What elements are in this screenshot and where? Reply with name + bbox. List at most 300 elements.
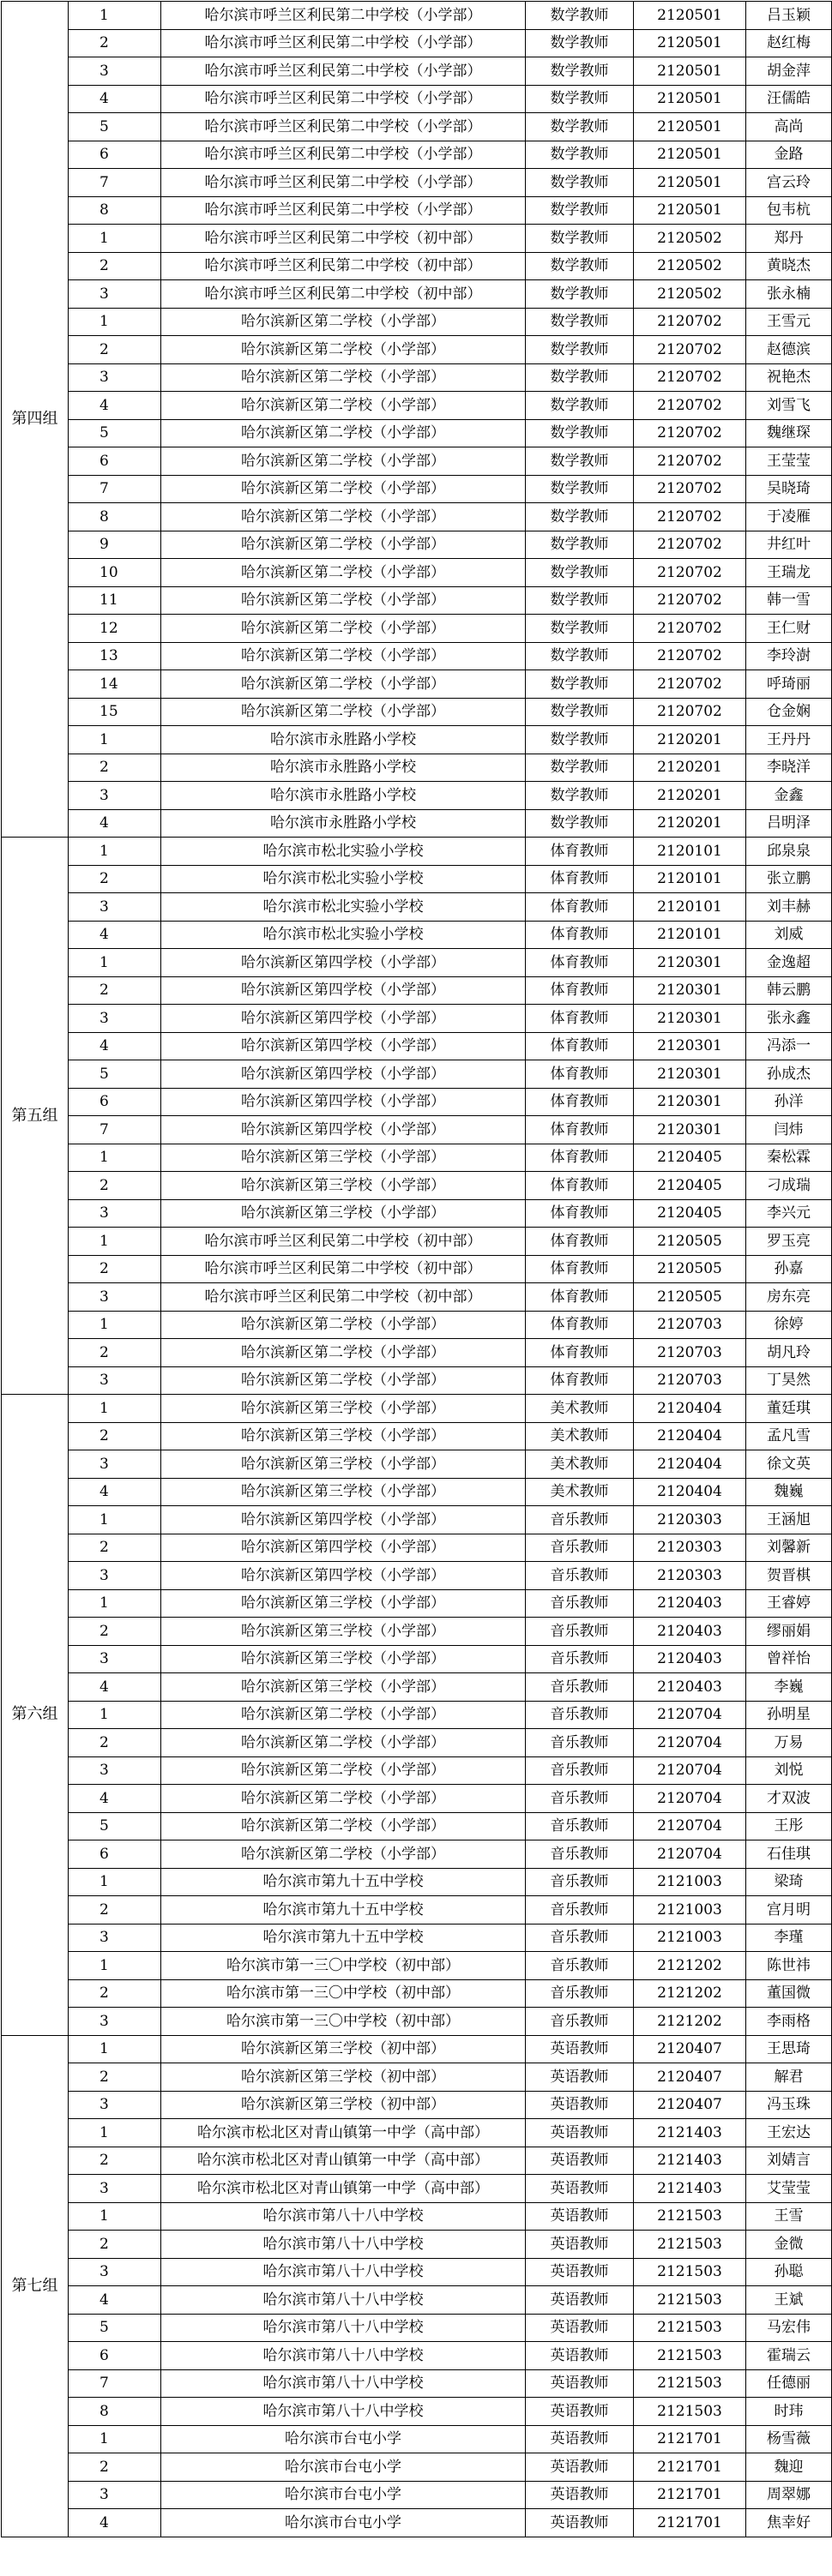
school-cell: 哈尔滨新区第二学校（小学部）	[161, 1812, 526, 1840]
name-cell: 魏继琛	[746, 419, 832, 447]
name-cell: 金路	[746, 141, 832, 169]
roster-body	[2, 2, 832, 2537]
name-cell: 邱泉泉	[746, 838, 832, 866]
code-cell: 2121503	[634, 2202, 746, 2231]
name-cell: 贺晋棋	[746, 1562, 832, 1590]
table-row	[2, 2231, 832, 2259]
seq-cell: 3	[69, 1562, 161, 1590]
school-cell: 哈尔滨市第八十八中学校	[161, 2342, 526, 2370]
seq-cell: 4	[69, 2286, 161, 2315]
position-cell: 音乐教师	[526, 1562, 634, 1590]
seq-cell: 5	[69, 113, 161, 141]
seq-cell: 1	[69, 1506, 161, 1534]
school-cell: 哈尔滨新区第三学校（小学部）	[161, 1395, 526, 1423]
code-cell: 2120702	[634, 503, 746, 531]
table-row	[2, 1562, 832, 1590]
code-cell: 2120404	[634, 1450, 746, 1479]
seq-cell: 1	[69, 2119, 161, 2147]
position-cell: 英语教师	[526, 2453, 634, 2482]
school-cell: 哈尔滨市第八十八中学校	[161, 2369, 526, 2398]
seq-cell: 3	[69, 2175, 161, 2203]
seq-cell: 2	[69, 1534, 161, 1562]
code-cell: 2120101	[634, 921, 746, 949]
name-cell: 房东亮	[746, 1283, 832, 1312]
position-cell: 音乐教师	[526, 1952, 634, 1980]
name-cell: 王雪元	[746, 308, 832, 336]
table-row	[2, 2369, 832, 2398]
code-cell: 2120702	[634, 308, 746, 336]
seq-cell: 6	[69, 1840, 161, 1869]
code-cell: 2120702	[634, 392, 746, 420]
table-row	[2, 1896, 832, 1924]
seq-cell: 1	[69, 1228, 161, 1256]
school-cell: 哈尔滨新区第二学校（小学部）	[161, 559, 526, 587]
seq-cell: 2	[69, 1729, 161, 1757]
position-cell: 英语教师	[526, 2398, 634, 2426]
code-cell: 2121403	[634, 2147, 746, 2175]
school-cell: 哈尔滨市松北区对青山镇第一中学（高中部）	[161, 2119, 526, 2147]
seq-cell: 4	[69, 921, 161, 949]
school-cell: 哈尔滨新区第二学校（小学部）	[161, 642, 526, 670]
name-cell: 王仁财	[746, 615, 832, 643]
code-cell: 2120501	[634, 113, 746, 141]
code-cell: 2120101	[634, 893, 746, 922]
name-cell: 刘丰赫	[746, 893, 832, 922]
table-row	[2, 1756, 832, 1785]
code-cell: 2120502	[634, 280, 746, 309]
position-cell: 体育教师	[526, 1311, 634, 1339]
name-cell: 孙明星	[746, 1701, 832, 1729]
name-cell: 冯玉珠	[746, 2091, 832, 2119]
group-label: 第七组	[2, 2035, 69, 2537]
seq-cell: 1	[69, 1589, 161, 1618]
name-cell: 李巍	[746, 1673, 832, 1702]
code-cell: 2120702	[634, 698, 746, 726]
seq-cell: 1	[69, 1701, 161, 1729]
school-cell: 哈尔滨新区第二学校（小学部）	[161, 1840, 526, 1869]
position-cell: 音乐教师	[526, 1645, 634, 1673]
name-cell: 刁成瑞	[746, 1172, 832, 1200]
table-row	[2, 615, 832, 643]
table-row	[2, 1729, 832, 1757]
school-cell: 哈尔滨新区第三学校（初中部）	[161, 2091, 526, 2119]
position-cell: 音乐教师	[526, 1924, 634, 1952]
seq-cell: 4	[69, 809, 161, 838]
table-row	[2, 1450, 832, 1479]
code-cell: 2121003	[634, 1924, 746, 1952]
position-cell: 数学教师	[526, 559, 634, 587]
position-cell: 音乐教师	[526, 1812, 634, 1840]
code-cell: 2120704	[634, 1812, 746, 1840]
name-cell: 宫云玲	[746, 169, 832, 197]
code-cell: 2120301	[634, 1088, 746, 1116]
seq-cell: 11	[69, 586, 161, 615]
code-cell: 2120505	[634, 1255, 746, 1283]
code-cell: 2120704	[634, 1785, 746, 1813]
seq-cell: 2	[69, 2147, 161, 2175]
code-cell: 2120201	[634, 754, 746, 782]
code-cell: 2120403	[634, 1618, 746, 1646]
seq-cell: 1	[69, 225, 161, 253]
school-cell: 哈尔滨新区第二学校（小学部）	[161, 1339, 526, 1367]
seq-cell: 3	[69, 893, 161, 922]
position-cell: 英语教师	[526, 2091, 634, 2119]
name-cell: 梁琦	[746, 1868, 832, 1896]
code-cell: 2121503	[634, 2369, 746, 2398]
name-cell: 丁昊然	[746, 1366, 832, 1395]
position-cell: 数学教师	[526, 252, 634, 280]
code-cell: 2120301	[634, 1032, 746, 1060]
position-cell: 数学教师	[526, 782, 634, 810]
table-row	[2, 1339, 832, 1367]
position-cell: 音乐教师	[526, 1896, 634, 1924]
position-cell: 体育教师	[526, 1060, 634, 1089]
table-row	[2, 642, 832, 670]
code-cell: 2120703	[634, 1339, 746, 1367]
position-cell: 音乐教师	[526, 1729, 634, 1757]
table-row	[2, 809, 832, 838]
table-row	[2, 865, 832, 893]
table-row	[2, 2453, 832, 2482]
school-cell: 哈尔滨市台屯小学	[161, 2481, 526, 2509]
code-cell: 2120703	[634, 1366, 746, 1395]
code-cell: 2120502	[634, 252, 746, 280]
name-cell: 王思琦	[746, 2035, 832, 2063]
name-cell: 吕明泽	[746, 809, 832, 838]
table-row	[2, 447, 832, 476]
school-cell: 哈尔滨市第一三〇中学校（初中部）	[161, 2008, 526, 2036]
code-cell: 2121403	[634, 2175, 746, 2203]
school-cell: 哈尔滨新区第二学校（小学部）	[161, 475, 526, 503]
table-row	[2, 1060, 832, 1089]
code-cell: 2120704	[634, 1701, 746, 1729]
position-cell: 数学教师	[526, 85, 634, 113]
name-cell: 胡凡玲	[746, 1339, 832, 1367]
seq-cell: 3	[69, 782, 161, 810]
name-cell: 张永鑫	[746, 1005, 832, 1033]
school-cell: 哈尔滨市呼兰区利民第二中学校（小学部）	[161, 196, 526, 225]
table-row	[2, 280, 832, 309]
position-cell: 体育教师	[526, 1088, 634, 1116]
name-cell: 罗玉亮	[746, 1228, 832, 1256]
seq-cell: 5	[69, 2314, 161, 2342]
seq-cell: 4	[69, 1785, 161, 1813]
table-row	[2, 475, 832, 503]
position-cell: 体育教师	[526, 1144, 634, 1172]
seq-cell: 1	[69, 2202, 161, 2231]
seq-cell: 2	[69, 1422, 161, 1450]
position-cell: 体育教师	[526, 949, 634, 977]
position-cell: 音乐教师	[526, 1756, 634, 1785]
school-cell: 哈尔滨市呼兰区利民第二中学校（小学部）	[161, 141, 526, 169]
seq-cell: 3	[69, 280, 161, 309]
school-cell: 哈尔滨新区第三学校（小学部）	[161, 1450, 526, 1479]
school-cell: 哈尔滨新区第三学校（小学部）	[161, 1673, 526, 1702]
table-row	[2, 2481, 832, 2509]
table-row	[2, 2147, 832, 2175]
table-row	[2, 2509, 832, 2537]
seq-cell: 6	[69, 447, 161, 476]
name-cell: 孙洋	[746, 1088, 832, 1116]
table-row	[2, 1005, 832, 1033]
table-row	[2, 1478, 832, 1506]
table-row	[2, 2398, 832, 2426]
table-row	[2, 1172, 832, 1200]
name-cell: 孙聪	[746, 2258, 832, 2286]
school-cell: 哈尔滨新区第三学校（小学部）	[161, 1422, 526, 1450]
seq-cell: 3	[69, 2258, 161, 2286]
table-row	[2, 2063, 832, 2092]
position-cell: 数学教师	[526, 169, 634, 197]
name-cell: 仓金娴	[746, 698, 832, 726]
school-cell: 哈尔滨市呼兰区利民第二中学校（小学部）	[161, 57, 526, 86]
code-cell: 2120704	[634, 1840, 746, 1869]
seq-cell: 6	[69, 1088, 161, 1116]
name-cell: 陈世祎	[746, 1952, 832, 1980]
name-cell: 金微	[746, 2231, 832, 2259]
code-cell: 2120301	[634, 976, 746, 1005]
school-cell: 哈尔滨市呼兰区利民第二中学校（小学部）	[161, 85, 526, 113]
position-cell: 英语教师	[526, 2202, 634, 2231]
table-row	[2, 754, 832, 782]
table-row	[2, 1144, 832, 1172]
code-cell: 2120303	[634, 1534, 746, 1562]
table-row	[2, 1366, 832, 1395]
table-row	[2, 336, 832, 364]
name-cell: 孙成杰	[746, 1060, 832, 1089]
position-cell: 数学教师	[526, 809, 634, 838]
position-cell: 体育教师	[526, 1283, 634, 1312]
group-label: 第四组	[2, 2, 69, 838]
position-cell: 英语教师	[526, 2425, 634, 2453]
code-cell: 2120702	[634, 419, 746, 447]
table-row	[2, 1116, 832, 1144]
name-cell: 于凌雁	[746, 503, 832, 531]
code-cell: 2120301	[634, 949, 746, 977]
name-cell: 王瑞龙	[746, 559, 832, 587]
table-row	[2, 1673, 832, 1702]
table-row	[2, 308, 832, 336]
seq-cell: 9	[69, 531, 161, 559]
roster-table	[1, 1, 832, 2537]
code-cell: 2120703	[634, 1311, 746, 1339]
position-cell: 英语教师	[526, 2509, 634, 2537]
table-row	[2, 1868, 832, 1896]
school-cell: 哈尔滨新区第二学校（小学部）	[161, 1785, 526, 1813]
table-row	[2, 2314, 832, 2342]
table-row	[2, 1979, 832, 2008]
table-row	[2, 1283, 832, 1312]
code-cell: 2120301	[634, 1060, 746, 1089]
name-cell: 魏迎	[746, 2453, 832, 2482]
school-cell: 哈尔滨新区第二学校（小学部）	[161, 1756, 526, 1785]
code-cell: 2121403	[634, 2119, 746, 2147]
seq-cell: 2	[69, 1979, 161, 2008]
position-cell: 体育教师	[526, 1199, 634, 1228]
school-cell: 哈尔滨市永胜路小学校	[161, 726, 526, 754]
code-cell: 2121701	[634, 2425, 746, 2453]
code-cell: 2120702	[634, 559, 746, 587]
position-cell: 数学教师	[526, 531, 634, 559]
name-cell: 秦松霖	[746, 1144, 832, 1172]
table-row	[2, 29, 832, 57]
school-cell: 哈尔滨市松北实验小学校	[161, 893, 526, 922]
code-cell: 2120201	[634, 782, 746, 810]
table-row	[2, 1506, 832, 1534]
name-cell: 魏巍	[746, 1478, 832, 1506]
table-row	[2, 1645, 832, 1673]
code-cell: 2120403	[634, 1589, 746, 1618]
school-cell: 哈尔滨新区第三学校（初中部）	[161, 2035, 526, 2063]
table-row	[2, 1395, 832, 1423]
table-row	[2, 1840, 832, 1869]
name-cell: 汪儒皓	[746, 85, 832, 113]
seq-cell: 3	[69, 1756, 161, 1785]
position-cell: 数学教师	[526, 447, 634, 476]
name-cell: 刘雪飞	[746, 392, 832, 420]
school-cell: 哈尔滨新区第二学校（小学部）	[161, 336, 526, 364]
position-cell: 数学教师	[526, 280, 634, 309]
school-cell: 哈尔滨市松北区对青山镇第一中学（高中部）	[161, 2147, 526, 2175]
school-cell: 哈尔滨市呼兰区利民第二中学校（小学部）	[161, 2, 526, 30]
table-row	[2, 196, 832, 225]
position-cell: 数学教师	[526, 225, 634, 253]
name-cell: 董国微	[746, 1979, 832, 2008]
school-cell: 哈尔滨新区第四学校（小学部）	[161, 1032, 526, 1060]
code-cell: 2121503	[634, 2231, 746, 2259]
school-cell: 哈尔滨市呼兰区利民第二中学校（小学部）	[161, 29, 526, 57]
seq-cell: 12	[69, 615, 161, 643]
table-row	[2, 1589, 832, 1618]
code-cell: 2120404	[634, 1478, 746, 1506]
name-cell: 张永楠	[746, 280, 832, 309]
name-cell: 韩一雪	[746, 586, 832, 615]
school-cell: 哈尔滨市第九十五中学校	[161, 1896, 526, 1924]
position-cell: 体育教师	[526, 893, 634, 922]
school-cell: 哈尔滨新区第四学校（小学部）	[161, 976, 526, 1005]
code-cell: 2121503	[634, 2398, 746, 2426]
seq-cell: 5	[69, 1060, 161, 1089]
position-cell: 数学教师	[526, 29, 634, 57]
code-cell: 2121503	[634, 2258, 746, 2286]
table-row	[2, 2342, 832, 2370]
school-cell: 哈尔滨市台屯小学	[161, 2509, 526, 2537]
table-row	[2, 2091, 832, 2119]
seq-cell: 6	[69, 2342, 161, 2370]
code-cell: 2120505	[634, 1228, 746, 1256]
name-cell: 任德丽	[746, 2369, 832, 2398]
seq-cell: 3	[69, 2008, 161, 2036]
position-cell: 英语教师	[526, 2035, 634, 2063]
code-cell: 2120403	[634, 1645, 746, 1673]
school-cell: 哈尔滨市第八十八中学校	[161, 2231, 526, 2259]
school-cell: 哈尔滨新区第四学校（小学部）	[161, 949, 526, 977]
table-row	[2, 1032, 832, 1060]
code-cell: 2120407	[634, 2091, 746, 2119]
school-cell: 哈尔滨新区第三学校（小学部）	[161, 1589, 526, 1618]
table-row	[2, 503, 832, 531]
seq-cell: 4	[69, 392, 161, 420]
school-cell: 哈尔滨市第九十五中学校	[161, 1868, 526, 1896]
position-cell: 数学教师	[526, 308, 634, 336]
position-cell: 英语教师	[526, 2342, 634, 2370]
table-row	[2, 1701, 832, 1729]
name-cell: 黄晓杰	[746, 252, 832, 280]
seq-cell: 4	[69, 1673, 161, 1702]
position-cell: 音乐教师	[526, 1506, 634, 1534]
seq-cell: 2	[69, 2453, 161, 2482]
position-cell: 音乐教师	[526, 1673, 634, 1702]
seq-cell: 3	[69, 1924, 161, 1952]
table-row	[2, 2286, 832, 2315]
position-cell: 英语教师	[526, 2286, 634, 2315]
name-cell: 李雨格	[746, 2008, 832, 2036]
table-row	[2, 949, 832, 977]
code-cell: 2120501	[634, 29, 746, 57]
table-row	[2, 169, 832, 197]
table-row	[2, 2202, 832, 2231]
code-cell: 2120403	[634, 1673, 746, 1702]
code-cell: 2120702	[634, 670, 746, 699]
position-cell: 音乐教师	[526, 1589, 634, 1618]
position-cell: 美术教师	[526, 1395, 634, 1423]
table-row	[2, 559, 832, 587]
table-row	[2, 1311, 832, 1339]
position-cell: 音乐教师	[526, 2008, 634, 2036]
position-cell: 美术教师	[526, 1478, 634, 1506]
position-cell: 数学教师	[526, 698, 634, 726]
code-cell: 2120501	[634, 85, 746, 113]
name-cell: 王莹莹	[746, 447, 832, 476]
school-cell: 哈尔滨新区第二学校（小学部）	[161, 1311, 526, 1339]
position-cell: 英语教师	[526, 2231, 634, 2259]
table-row	[2, 2175, 832, 2203]
code-cell: 2121503	[634, 2314, 746, 2342]
position-cell: 数学教师	[526, 113, 634, 141]
seq-cell: 1	[69, 1868, 161, 1896]
name-cell: 郑丹	[746, 225, 832, 253]
name-cell: 金鑫	[746, 782, 832, 810]
code-cell: 2121003	[634, 1868, 746, 1896]
table-row	[2, 113, 832, 141]
name-cell: 王宏达	[746, 2119, 832, 2147]
table-row	[2, 921, 832, 949]
name-cell: 杨雪薇	[746, 2425, 832, 2453]
seq-cell: 3	[69, 2481, 161, 2509]
school-cell: 哈尔滨新区第二学校（小学部）	[161, 1701, 526, 1729]
name-cell: 吴晓琦	[746, 475, 832, 503]
code-cell: 2120101	[634, 865, 746, 893]
table-row	[2, 57, 832, 86]
school-cell: 哈尔滨新区第三学校（初中部）	[161, 2063, 526, 2092]
seq-cell: 10	[69, 559, 161, 587]
table-row	[2, 698, 832, 726]
position-cell: 数学教师	[526, 392, 634, 420]
code-cell: 2120704	[634, 1729, 746, 1757]
code-cell: 2120501	[634, 141, 746, 169]
school-cell: 哈尔滨新区第二学校（小学部）	[161, 698, 526, 726]
position-cell: 音乐教师	[526, 1979, 634, 2008]
school-cell: 哈尔滨新区第四学校（小学部）	[161, 1534, 526, 1562]
code-cell: 2120702	[634, 447, 746, 476]
table-row	[2, 2008, 832, 2036]
code-cell: 2120407	[634, 2063, 746, 2092]
school-cell: 哈尔滨市第八十八中学校	[161, 2286, 526, 2315]
position-cell: 数学教师	[526, 196, 634, 225]
seq-cell: 2	[69, 754, 161, 782]
school-cell: 哈尔滨市呼兰区利民第二中学校（小学部）	[161, 169, 526, 197]
table-row	[2, 419, 832, 447]
